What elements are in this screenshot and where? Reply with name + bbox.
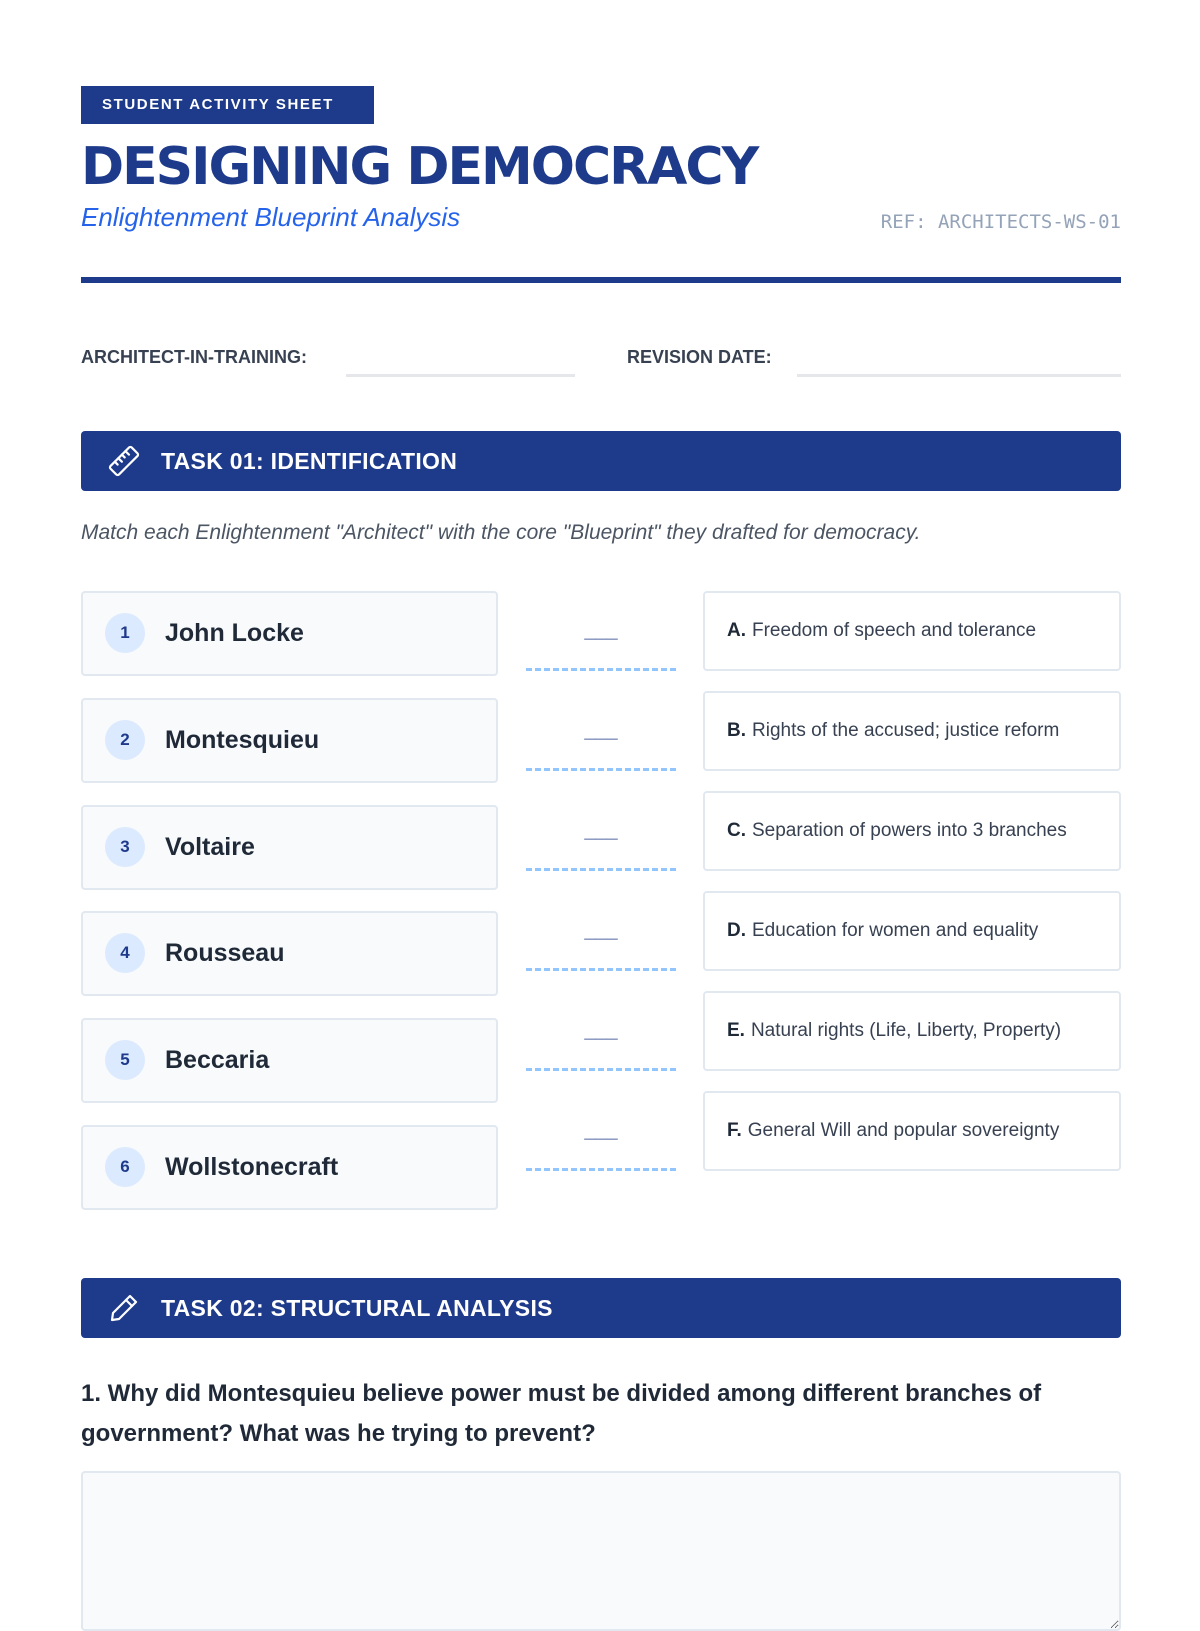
blueprint-item bbox=[703, 791, 1121, 871]
architect-name: Beccaria bbox=[165, 1046, 270, 1074]
architect-name: John Locke bbox=[165, 619, 304, 647]
answer-dashed-line bbox=[526, 968, 676, 971]
blueprint-text: General Will and popular sovereignty bbox=[747, 1120, 1060, 1141]
blueprint-item bbox=[703, 691, 1121, 771]
answer-dashed-line bbox=[526, 768, 676, 771]
architect-name: Montesquieu bbox=[165, 726, 320, 754]
task-01-instruction: Match each Enlightenment "Architect" with the core "Blueprint" they drafted for democracy. bbox=[81, 521, 921, 544]
blueprint-text: Separation of powers into 3 branches bbox=[752, 820, 1067, 841]
page-title: DESIGNING DEMOCRACY bbox=[81, 137, 758, 197]
reference-code: REF: ARCHITECTS-WS-01 bbox=[880, 211, 1121, 233]
name-field[interactable] bbox=[346, 374, 575, 377]
architect-item bbox=[81, 698, 498, 783]
blueprint-text: Natural rights (Life, Liberty, Property) bbox=[750, 1020, 1062, 1041]
blueprint-letter: E. bbox=[727, 1020, 745, 1041]
date-field[interactable] bbox=[797, 374, 1121, 377]
architect-name: Rousseau bbox=[165, 939, 285, 967]
blueprint-letter: D. bbox=[727, 920, 746, 941]
answer-dashed-line bbox=[526, 868, 676, 871]
blueprint-item bbox=[703, 1091, 1121, 1171]
sheet-type-tag: STUDENT ACTIVITY SHEET bbox=[81, 86, 374, 124]
answer-dashed-line bbox=[526, 1068, 676, 1071]
task-02-title: TASK 02: STRUCTURAL ANALYSIS bbox=[161, 1295, 553, 1321]
task-02-header bbox=[81, 1278, 1121, 1338]
answer-blank[interactable]: ___ bbox=[584, 620, 618, 642]
architect-number-badge: 1 bbox=[105, 613, 145, 653]
answer-blank[interactable]: ___ bbox=[584, 720, 618, 742]
architect-number-badge: 3 bbox=[105, 827, 145, 867]
blueprint-letter: B. bbox=[727, 720, 746, 741]
name-field-label: ARCHITECT-IN-TRAINING: bbox=[81, 347, 307, 367]
architect-item bbox=[81, 591, 498, 676]
architect-item bbox=[81, 1018, 498, 1103]
blueprint-item bbox=[703, 591, 1121, 671]
answer-blank[interactable]: ___ bbox=[584, 820, 618, 842]
header-divider bbox=[81, 277, 1121, 283]
answer-box-1[interactable] bbox=[81, 1471, 1121, 1631]
task-01-title: TASK 01: IDENTIFICATION bbox=[161, 448, 458, 474]
blueprint-text: Education for women and equality bbox=[752, 920, 1039, 941]
architect-name: Wollstonecraft bbox=[165, 1153, 339, 1181]
task-01-header bbox=[81, 431, 1121, 491]
architect-item bbox=[81, 911, 498, 996]
architect-number-badge: 2 bbox=[105, 720, 145, 760]
answer-blank[interactable]: ___ bbox=[584, 920, 618, 942]
page-subtitle: Enlightenment Blueprint Analysis bbox=[81, 202, 461, 232]
date-field-label: REVISION DATE: bbox=[627, 347, 772, 367]
architect-name: Voltaire bbox=[165, 833, 255, 861]
blueprint-item bbox=[703, 991, 1121, 1071]
architect-number-badge: 5 bbox=[105, 1040, 145, 1080]
question-1: 1. Why did Montesquieu believe power must be divided among different branches of government? What was he trying to prevent? bbox=[81, 1380, 1042, 1447]
blueprint-letter: F. bbox=[727, 1120, 742, 1141]
answer-blank[interactable]: ___ bbox=[584, 1120, 618, 1142]
blueprint-text: Freedom of speech and tolerance bbox=[752, 620, 1037, 641]
ruler-icon bbox=[108, 445, 140, 477]
answer-blank[interactable]: ___ bbox=[584, 1020, 618, 1042]
answer-dashed-line bbox=[526, 668, 676, 671]
blueprint-letter: C. bbox=[727, 820, 746, 841]
pencil-icon bbox=[108, 1292, 140, 1324]
architect-item bbox=[81, 1125, 498, 1210]
architect-item bbox=[81, 805, 498, 890]
answer-dashed-line bbox=[526, 1168, 676, 1171]
architect-number-badge: 6 bbox=[105, 1147, 145, 1187]
architect-number-badge: 4 bbox=[105, 933, 145, 973]
blueprint-item bbox=[703, 891, 1121, 971]
blueprint-letter: A. bbox=[727, 620, 746, 641]
blueprint-text: Rights of the accused; justice reform bbox=[752, 720, 1060, 741]
